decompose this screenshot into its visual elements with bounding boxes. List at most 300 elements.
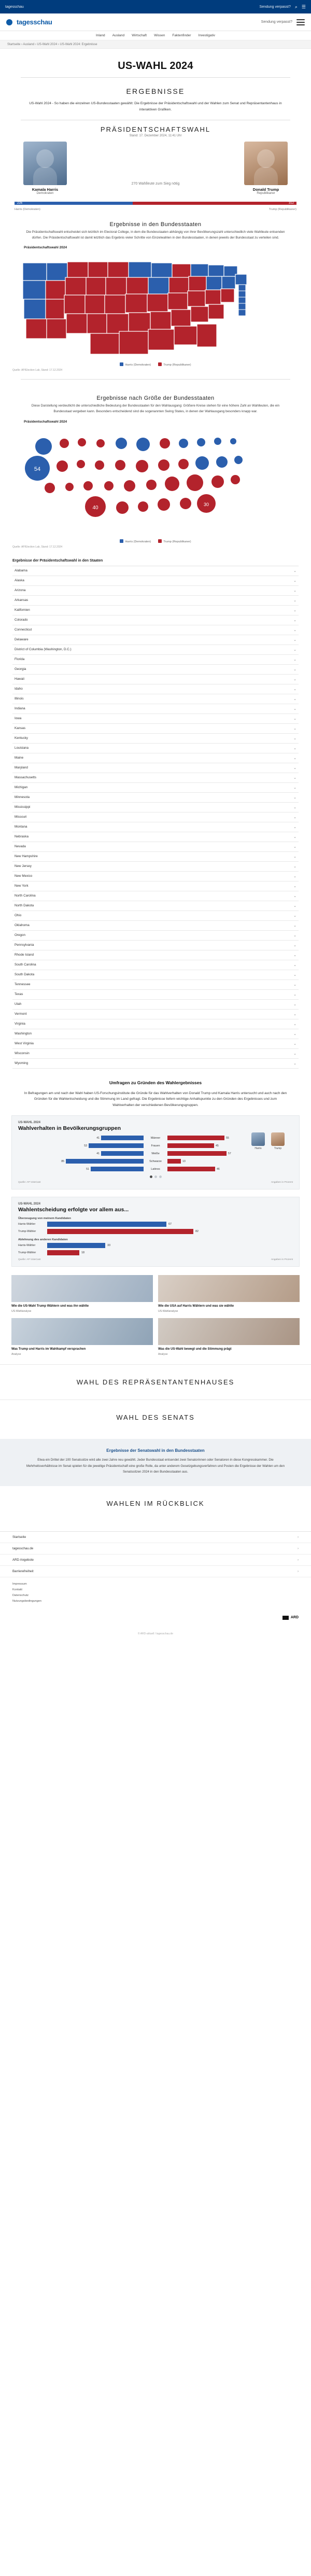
teaser-subtitle: US-Wahlanalyse	[158, 1310, 178, 1313]
nav-item-wirtschaft[interactable]: Wirtschaft	[132, 34, 147, 37]
state-label: Alaska	[15, 579, 24, 583]
state-row[interactable]	[12, 704, 299, 714]
chevron-down-icon: ⌄	[293, 953, 296, 957]
bar-value: 57	[228, 1152, 231, 1155]
svg-text:40: 40	[92, 505, 98, 511]
state-row[interactable]	[12, 941, 299, 950]
teaser-title: Was Trump und Harris im Wahlkampf versprachen	[11, 1348, 86, 1351]
state-label: New Jersey	[15, 864, 32, 869]
chevron-down-icon: ⌄	[293, 608, 296, 612]
us-bubble-map[interactable]	[12, 426, 299, 537]
state-label: Florida	[15, 657, 25, 662]
state-label: Indiana	[15, 707, 25, 711]
state-label: Washington	[15, 1032, 32, 1036]
state-row[interactable]	[12, 586, 299, 596]
chevron-down-icon: ⌄	[293, 628, 296, 632]
results-heading: ERGEBNISSE	[126, 87, 185, 95]
chevron-down-icon: ⌄	[293, 835, 296, 839]
trump-party: Republikaner	[257, 192, 275, 195]
state-label: New Mexico	[15, 874, 33, 878]
state-row[interactable]	[12, 881, 299, 891]
chevron-down-icon: ⌄	[293, 864, 296, 869]
bar-value: 45	[216, 1144, 219, 1147]
state-label: Wisconsin	[15, 1052, 30, 1056]
state-row[interactable]	[12, 694, 299, 704]
site-brand[interactable]: tagesschau	[17, 18, 52, 26]
group-label: Männer	[150, 1136, 161, 1140]
map2-label: Präsidentschaftswahl 2024	[24, 419, 67, 424]
state-label: Kansas	[15, 726, 26, 731]
presidential-section	[0, 125, 311, 211]
state-row[interactable]	[12, 832, 299, 842]
chevron-down-icon: ⌄	[293, 914, 296, 918]
map-section-states	[0, 211, 311, 374]
state-row[interactable]	[12, 566, 299, 576]
state-row[interactable]	[12, 793, 299, 803]
us-map-svg[interactable]	[12, 251, 299, 360]
state-label: North Dakota	[15, 904, 34, 908]
state-row[interactable]	[12, 842, 299, 852]
state-label: Wyoming	[15, 1061, 29, 1066]
face-trump-label: Trump	[274, 1147, 282, 1151]
state-row[interactable]	[12, 665, 299, 675]
harris-name: Kamala Harris	[32, 187, 59, 192]
chevron-down-icon: ⌄	[293, 589, 296, 593]
state-row[interactable]	[12, 744, 299, 753]
state-row[interactable]	[12, 921, 299, 931]
bar-value: 51	[86, 1167, 89, 1171]
teaser-card[interactable]	[158, 1275, 300, 1313]
topbar-item-sendung[interactable]: Sendung verpasst?	[259, 5, 291, 9]
chevron-down-icon: ⌄	[293, 933, 296, 937]
bar-value: 53	[84, 1144, 87, 1147]
state-row[interactable]	[12, 763, 299, 773]
map2-legend-dem: Harris (Demokraten)	[120, 539, 151, 543]
header-sendung-label[interactable]: Sendung verpasst?	[261, 20, 292, 24]
state-label: Arkansas	[15, 598, 29, 603]
poll-row-trump-rejection	[18, 1250, 293, 1255]
state-row[interactable]	[12, 852, 299, 862]
teaser-card[interactable]	[158, 1318, 300, 1356]
teaser-subtitle: US-Wahlanalyse	[11, 1310, 32, 1313]
group-label: Schwarze	[149, 1159, 162, 1163]
chevron-down-icon: ⌄	[293, 707, 296, 711]
nav-item-faktenfinder[interactable]: Faktenfinder	[172, 34, 191, 37]
state-row[interactable]	[12, 813, 299, 822]
chevron-down-icon: ⌄	[293, 736, 296, 740]
state-label: Maryland	[15, 766, 28, 770]
state-label: Arizona	[15, 589, 26, 593]
chevron-down-icon: ⌄	[293, 579, 296, 583]
row-label: Harris-Wähler	[18, 1223, 36, 1226]
us-bubble-svg[interactable]	[12, 426, 299, 537]
state-label: Ohio	[15, 914, 22, 918]
copyright: © ARD-aktuell / tagesschau.de	[137, 1632, 174, 1635]
state-row[interactable]	[12, 1049, 299, 1059]
group-label: Frauen	[151, 1144, 160, 1147]
row-value: 33	[107, 1244, 110, 1248]
ard-logo-icon	[282, 1616, 289, 1620]
state-label: Tennessee	[15, 983, 31, 987]
harris-photo	[251, 1132, 265, 1146]
state-accordion	[12, 566, 299, 1069]
face-harris-label: Harris	[255, 1147, 262, 1151]
us-choropleth-map[interactable]	[12, 251, 299, 360]
chevron-down-icon: ⌄	[293, 648, 296, 652]
poll-card1-footer	[18, 1181, 293, 1184]
footer-row-startseite[interactable]	[0, 1532, 311, 1543]
poll-card2-source: Quelle: AP VoteCast	[18, 1258, 41, 1262]
state-row[interactable]	[12, 684, 299, 694]
poll-card2-kicker: US-WAHL 2024	[18, 1202, 40, 1206]
footer-row-ard[interactable]	[0, 1555, 311, 1566]
state-row[interactable]	[12, 980, 299, 990]
carousel-dots[interactable]	[18, 1175, 293, 1178]
state-label: Oregon	[15, 933, 26, 937]
state-label: Maine	[15, 756, 24, 760]
state-label: New Hampshire	[15, 855, 38, 859]
state-row[interactable]	[12, 1039, 299, 1049]
nav-item-inland[interactable]: Inland	[95, 34, 105, 37]
state-row[interactable]	[12, 753, 299, 763]
chevron-right-icon: ›	[297, 1558, 299, 1562]
poll-card1-kicker: US-WAHL 2024	[18, 1121, 40, 1125]
footer-row-label: Startseite	[12, 1535, 26, 1539]
state-label: Utah	[15, 1002, 22, 1006]
chevron-down-icon: ⌄	[293, 845, 296, 849]
state-row[interactable]	[12, 1059, 299, 1069]
row-label: Trump-Wähler	[18, 1230, 36, 1234]
chevron-down-icon: ⌄	[293, 943, 296, 947]
teaser-subtitle: Analyse	[158, 1353, 168, 1356]
state-row[interactable]	[12, 655, 299, 665]
chevron-down-icon: ⌄	[293, 697, 296, 701]
chevron-down-icon: ⌄	[293, 1012, 296, 1016]
state-label: Nebraska	[15, 835, 29, 839]
chevron-down-icon: ⌄	[293, 786, 296, 790]
electoral-bar-rep: 312	[133, 202, 296, 205]
state-row[interactable]	[12, 675, 299, 684]
row-value: 67	[168, 1223, 172, 1226]
group-label: Weiße	[151, 1152, 160, 1155]
state-label: Rhode Island	[15, 953, 34, 957]
candidate-harris	[15, 142, 76, 195]
state-label: Oklahoma	[15, 923, 30, 928]
state-row[interactable]	[12, 970, 299, 980]
chevron-down-icon: ⌄	[293, 1052, 296, 1056]
chevron-down-icon: ⌄	[293, 904, 296, 908]
svg-text:54: 54	[34, 466, 41, 472]
state-label: Hawaii	[15, 677, 24, 681]
state-label: Montana	[15, 825, 27, 829]
senate-block-title: Ergebnisse der Senatswahl in den Bundesstaaten	[106, 1448, 205, 1453]
poll-card1-candidate-faces	[250, 1132, 286, 1150]
state-label: Kentucky	[15, 736, 28, 740]
page-intro: US-Wahl 2024 - So haben die einzelnen US-Bundesstaaten gewählt: Die Ergebnisse der Präsidentschaftswahl und der Wahlen zum Senat und Repräsentantenhaus in interaktiven Grafiken.	[29, 102, 282, 111]
chevron-down-icon: ⌄	[293, 776, 296, 780]
chevron-down-icon: ⌄	[293, 569, 296, 573]
chevron-down-icon: ⌄	[293, 884, 296, 888]
state-label: Kalifornien	[15, 608, 30, 612]
state-label: Delaware	[15, 638, 29, 642]
state-label: Vermont	[15, 1012, 27, 1016]
chevron-down-icon: ⌄	[293, 677, 296, 681]
state-row[interactable]	[12, 783, 299, 793]
state-row[interactable]	[12, 606, 299, 615]
search-icon[interactable]: ⌕	[294, 4, 298, 9]
chevron-down-icon: ⌄	[293, 973, 296, 977]
carousel-dot-2[interactable]	[154, 1175, 157, 1178]
teaser-thumb-4	[158, 1318, 300, 1345]
review-heading: WAHLEN IM RÜCKBLICK	[106, 1499, 205, 1507]
state-row[interactable]	[12, 734, 299, 744]
poll-row-trump-conviction	[18, 1229, 293, 1234]
state-label: Colorado	[15, 618, 28, 622]
states-section-title: Ergebnisse der Präsidentschaftswahl in den Staaten	[12, 558, 103, 563]
poll-card2-title: Wahlentscheidung erfolgte vor allem aus...	[18, 1207, 129, 1213]
state-row[interactable]	[12, 911, 299, 921]
state-label: Massachusetts	[15, 776, 36, 780]
map1-title: Ergebnisse in den Bundesstaaten	[109, 221, 202, 228]
presidential-heading: PRÄSIDENTSCHAFTSWAHL	[100, 125, 211, 134]
menu-icon[interactable]: ☰	[301, 4, 306, 9]
state-row[interactable]	[12, 931, 299, 941]
carousel-dot-3[interactable]	[159, 1175, 162, 1178]
footer-links	[0, 1577, 311, 1611]
state-row[interactable]	[12, 645, 299, 655]
state-row[interactable]	[12, 901, 299, 911]
poll-card2-subhead-2: Ablehnung des anderen Kandidaten	[18, 1238, 68, 1242]
harris-photo	[23, 142, 67, 185]
state-row[interactable]	[12, 596, 299, 606]
footer-row-label: ARD Angebote	[12, 1558, 34, 1562]
page-title: US-WAHL 2024	[118, 60, 193, 72]
senate-info-block	[0, 1439, 311, 1486]
chevron-down-icon: ⌄	[293, 667, 296, 671]
chevron-down-icon: ⌄	[293, 687, 296, 691]
teaser-thumb-2	[158, 1275, 300, 1302]
state-label: Iowa	[15, 717, 22, 721]
nav-item-wissen[interactable]: Wissen	[154, 34, 165, 37]
state-label: Nevada	[15, 845, 26, 849]
state-row[interactable]	[12, 615, 299, 625]
state-row[interactable]	[12, 635, 299, 645]
electoral-bar-dem: 226	[15, 202, 133, 205]
site-header	[0, 13, 311, 31]
footer-link-nutzungsbedingungen[interactable]: Nutzungsbedingungen	[12, 1599, 41, 1603]
face-trump	[270, 1132, 286, 1150]
trump-photo	[271, 1132, 285, 1146]
trump-photo	[244, 142, 288, 185]
candidate-trump	[235, 142, 296, 195]
poll-card1-source: Quelle: AP VoteCast	[18, 1181, 41, 1184]
bar-value: 46	[217, 1167, 220, 1171]
harris-party: Demokraten	[36, 192, 54, 195]
poll-card-motivation	[11, 1197, 300, 1267]
state-label: South Dakota	[15, 973, 35, 977]
nav-item-ausland[interactable]: Ausland	[112, 34, 125, 37]
state-row[interactable]	[12, 990, 299, 1000]
candidate-row	[0, 142, 311, 195]
row-value: 18	[81, 1251, 84, 1255]
chevron-down-icon: ⌄	[293, 963, 296, 967]
electoral-vote-center	[76, 182, 235, 195]
footer-bottom	[0, 1611, 311, 1629]
row-label: Harris-Wähler	[18, 1244, 36, 1248]
breadcrumb: Startseite › Ausland › US-Wahl 2024 › US-Wahl 2024: Ergebnisse	[0, 40, 311, 49]
nav-item-investigativ[interactable]: Investigativ	[198, 34, 216, 37]
map1-divider	[21, 379, 290, 380]
state-label: Connecticut	[15, 628, 32, 632]
poll-row-harris-rejection	[18, 1243, 293, 1248]
teaser-title: Wie die USA auf Harris Wählern und was sie wählte	[158, 1305, 234, 1308]
hamburger-icon[interactable]	[296, 19, 305, 25]
row-value: 82	[195, 1230, 199, 1234]
state-row[interactable]	[12, 960, 299, 970]
state-row[interactable]	[12, 1019, 299, 1029]
senate-block-text: Etwa ein Drittel der 100 Senatssitze wird alle zwei Jahre neu gewählt. Jeder Bundesstaat entsendet zwei Senatorinnen oder Senatoren in diese Kongresskammer. Die Mehrheitsverhältnisse im Senat spielen für die jeweilige Präsidentschaft eine große Rolle, da unter anderem Gesetzgebungsverfahren und Posten die Ergebnisse der Wahlen um den Senatssitzen 2024 in den Bundesstaaten aus.	[26, 1458, 285, 1474]
teaser-card[interactable]	[11, 1275, 153, 1313]
poll-card1-title: Wahlverhalten in Bevölkerungsgruppen	[18, 1125, 121, 1132]
map1-legend	[0, 362, 311, 367]
poll-card-demographics	[11, 1115, 300, 1189]
state-row[interactable]	[12, 803, 299, 813]
electoral-vote-bar	[15, 200, 296, 206]
poll-card2-footer	[18, 1258, 293, 1261]
legend-rep: Trump (Republikaner)	[268, 208, 296, 212]
poll-group-schwarze	[18, 1159, 293, 1164]
chevron-down-icon: ⌄	[293, 795, 296, 800]
state-row[interactable]	[12, 822, 299, 832]
chevron-down-icon: ⌄	[293, 598, 296, 603]
state-row[interactable]	[12, 1029, 299, 1039]
state-label: Georgia	[15, 667, 26, 671]
map2-legend-rep: Trump (Republikaner)	[158, 539, 191, 543]
state-label: District of Columbia (Washington, D.C.)	[15, 648, 72, 652]
chevron-down-icon: ⌄	[293, 983, 296, 987]
footer-link-kontakt[interactable]: Kontakt	[12, 1588, 22, 1591]
legend-dem: Harris (Demokraten)	[15, 208, 40, 212]
footer-link-datenschutz[interactable]: Datenschutz	[12, 1593, 29, 1597]
trump-name: Donald Trump	[252, 187, 279, 192]
group-label: Latinos	[151, 1167, 160, 1171]
state-label: Virginia	[15, 1022, 25, 1026]
footer-row-label: Barrierefreiheit	[12, 1569, 34, 1573]
map2-title: Ergebnisse nach Größe der Bundesstaaten	[96, 395, 215, 402]
chevron-down-icon: ⌄	[293, 717, 296, 721]
polls-heading: Umfragen zu Gründen des Wahlergebnisses	[109, 1080, 202, 1085]
chevron-down-icon: ⌄	[293, 657, 296, 662]
footer-row-tagesschau[interactable]	[0, 1543, 311, 1555]
topbar-brand[interactable]: tagesschau	[5, 5, 24, 9]
state-row[interactable]	[12, 950, 299, 960]
map2-legend	[0, 539, 311, 543]
map1-description: Die Präsidentschaftswahl entscheidet sich letztlich im Electoral College, in dem die Bundesstaaten abhängig von ihrer Bevölkerungszahl unterschiedlich viele Wahlleute entsenden dürfen. Die Präsidentschaftswahl ist damit letztlich das Ergebnis vieler Schritte von Einzelwahlen in den Bundesstaaten, in denen jeweils der Bundesstaat zu verteilen sind.	[26, 230, 285, 240]
state-row[interactable]	[12, 891, 299, 901]
chevron-down-icon: ⌄	[293, 855, 296, 859]
bar-value: 13	[182, 1159, 186, 1163]
poll-card2-subhead-1: Überzeugung von meinem Kandidaten	[18, 1217, 71, 1221]
state-label: Missouri	[15, 815, 27, 819]
title-divider	[21, 77, 290, 78]
state-row[interactable]	[12, 773, 299, 783]
state-label: Mississippi	[15, 805, 31, 809]
state-row[interactable]	[12, 872, 299, 881]
state-row[interactable]	[12, 1010, 299, 1019]
state-row[interactable]	[12, 724, 299, 734]
footer-link-impressum[interactable]: Impressum	[12, 1582, 27, 1586]
chevron-down-icon: ⌄	[293, 766, 296, 770]
site-footer	[0, 1531, 311, 1643]
state-row[interactable]	[12, 862, 299, 872]
chevron-down-icon: ⌄	[293, 805, 296, 809]
state-label: Alabama	[15, 569, 27, 573]
polls-intro: In Befragungen am und nach der Wahl haben US-Forschungsinstitute die Gründe für das Wahlverhalten von Donald Trump und Kamala Harris untersucht und auch nach den Gründen für die Wahlentscheidung und die Stimmung im Land gefragt. Die Ergebnisse liefern wichtige Anhaltspunkte zu den Gründen des Ergebnisses und zum Wahlverhalten der verschiedenen Bevölkerungsgruppen.	[24, 1091, 287, 1107]
state-label: South Carolina	[15, 963, 36, 967]
bar-value: 85	[61, 1159, 64, 1163]
bar-value: 41	[96, 1136, 100, 1140]
chevron-down-icon: ⌄	[293, 815, 296, 819]
carousel-dot-1[interactable]	[150, 1175, 152, 1178]
chevron-down-icon: ⌄	[293, 1061, 296, 1066]
state-label: New York	[15, 884, 29, 888]
top-utility-bar	[0, 0, 311, 13]
chevron-right-icon: ›	[297, 1535, 299, 1539]
state-row[interactable]	[12, 576, 299, 586]
senate-heading: WAHL DES SENATS	[0, 1399, 311, 1435]
face-harris	[250, 1132, 266, 1150]
chevron-down-icon: ⌄	[293, 894, 296, 898]
poll-row-harris-conviction	[18, 1222, 293, 1227]
chevron-right-icon: ›	[297, 1569, 299, 1573]
state-label: Minnesota	[15, 795, 30, 800]
state-label: Pennsylvania	[15, 943, 34, 947]
chevron-down-icon: ⌄	[293, 1022, 296, 1026]
house-heading: WAHL DES REPRÄSENTANTENHAUSES	[0, 1364, 311, 1399]
teaser-thumb-1	[11, 1275, 153, 1302]
teaser-grid	[11, 1275, 300, 1356]
state-row[interactable]	[12, 625, 299, 635]
main-nav	[0, 31, 311, 40]
teaser-card[interactable]	[11, 1318, 153, 1356]
needed-votes-label: 270 Wahlleute zum Sieg nötig	[131, 182, 180, 186]
state-label: Michigan	[15, 786, 28, 790]
poll-card2-note: Angaben in Prozent	[271, 1258, 293, 1262]
poll-group-latinos	[18, 1167, 293, 1171]
tagesschau-logo-icon	[6, 19, 12, 25]
footer-row-label: tagesschau.de	[12, 1546, 34, 1550]
state-row[interactable]	[12, 714, 299, 724]
map2-footnote: Quelle: AP/Election Lab, Stand: 17.12.2024	[12, 545, 63, 549]
state-label: Illinois	[15, 697, 24, 701]
teaser-title: Was die US-Wahl bewegt und die Stimmung prägt	[158, 1348, 232, 1351]
teaser-subtitle: Analyse	[11, 1353, 21, 1356]
state-label: North Carolina	[15, 894, 36, 898]
presidential-timestamp: Stand: 17. Dezember 2024, 11:41 Uhr	[129, 134, 182, 138]
bar-value: 41	[96, 1152, 100, 1155]
state-row[interactable]	[12, 1000, 299, 1010]
teaser-title: Wie die US-Wahl Trump Wählern und was ihn wählte	[11, 1305, 89, 1308]
state-label: Idaho	[15, 687, 23, 691]
chevron-down-icon: ⌄	[293, 923, 296, 928]
footer-row-barrierefreiheit[interactable]	[0, 1566, 311, 1577]
chevron-down-icon: ⌄	[293, 746, 296, 750]
chevron-down-icon: ⌄	[293, 1042, 296, 1046]
chevron-down-icon: ⌄	[293, 726, 296, 731]
ard-logo[interactable]: ARD	[282, 1616, 299, 1620]
map1-label: Präsidentschaftswahl 2024	[24, 246, 67, 250]
poll-card1-note: Angaben in Prozent	[271, 1181, 293, 1184]
